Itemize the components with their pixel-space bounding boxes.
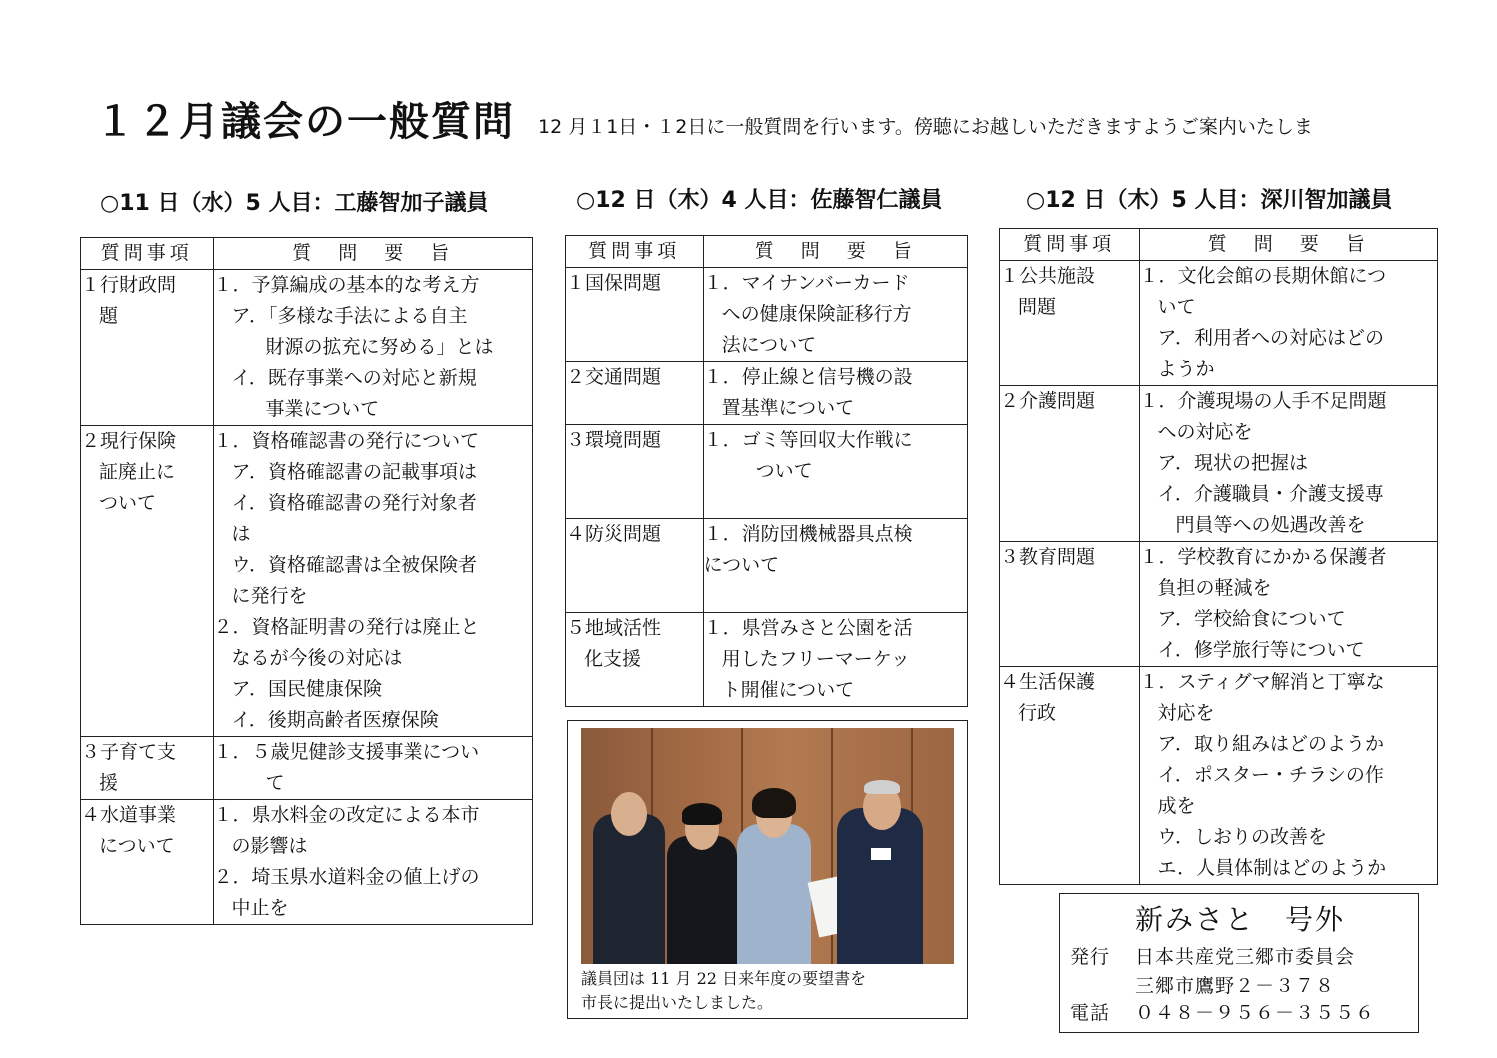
gist-text: ２．資格証明書の発行は廃止と bbox=[213, 616, 480, 638]
topic-cell bbox=[566, 268, 704, 362]
issuer-row bbox=[1070, 942, 1355, 969]
issuer-label: 発行 bbox=[1070, 946, 1111, 968]
gist-text: て bbox=[265, 772, 285, 794]
gist-text: ２．埼玉県水道料金の値上げの bbox=[213, 866, 480, 888]
gist-cell bbox=[1139, 261, 1437, 386]
topic-text: ２現行保険 bbox=[81, 430, 177, 452]
topic-text: ２交通問題 bbox=[566, 366, 662, 388]
gist-cell bbox=[213, 800, 533, 925]
gist-text: 対応を bbox=[1157, 702, 1215, 724]
topic-text: 題 bbox=[99, 305, 119, 327]
page-subtitle: 12 月１1日・１2日に一般質問を行います。傍聴にお越しいただきますようご案内いたしま bbox=[538, 116, 1313, 138]
topic-text: ２介護問題 bbox=[1000, 390, 1096, 412]
header-gist: 質 問 要 旨 bbox=[213, 238, 533, 270]
person-figure bbox=[593, 814, 665, 964]
topic-cell bbox=[1000, 261, 1140, 386]
topic-text: 援 bbox=[99, 772, 119, 794]
table-row bbox=[81, 426, 533, 737]
gist-text: １．スティグマ解消と丁寧な bbox=[1139, 671, 1385, 693]
photo-caption bbox=[581, 967, 866, 1015]
topic-cell bbox=[81, 270, 214, 426]
table-row bbox=[566, 268, 968, 362]
topic-text: １国保問題 bbox=[566, 272, 662, 294]
gist-text bbox=[704, 487, 967, 518]
topic-cell bbox=[566, 425, 704, 519]
gist-text: １．消防団機械器具点検 bbox=[703, 523, 913, 545]
gist-cell bbox=[1139, 542, 1437, 667]
gist-text: １．学校教育にかかる保護者 bbox=[1139, 546, 1387, 568]
gist-text: ア．国民健康保険 bbox=[231, 678, 382, 700]
gist-text: イ．介護職員・介護支援専 bbox=[1157, 483, 1384, 505]
gist-text: なるが今後の対応は bbox=[231, 647, 403, 669]
gist-text: に発行を bbox=[231, 585, 308, 607]
topic-cell bbox=[1000, 667, 1140, 885]
gist-text: への対応を bbox=[1157, 421, 1253, 443]
topic-cell bbox=[81, 426, 214, 737]
table-row bbox=[81, 737, 533, 800]
gist-text: ア．「多様な手法による自主 bbox=[231, 305, 468, 327]
topic-text: ３子育て支 bbox=[81, 741, 177, 763]
topic-text: 証廃止に bbox=[99, 461, 176, 483]
phone-row bbox=[1070, 998, 1375, 1025]
caption-line: 市長に提出いたしました。 bbox=[581, 993, 774, 1012]
gist-cell bbox=[703, 425, 967, 519]
table-row bbox=[1000, 667, 1438, 885]
name-badge bbox=[871, 848, 891, 860]
gist-text: イ．既存事業への対応と新規 bbox=[231, 367, 477, 389]
gist-text: １．ゴミ等回収大作戦に bbox=[703, 429, 913, 451]
gist-text: 財源の拡充に努める」とは bbox=[265, 336, 494, 358]
table-row bbox=[566, 425, 968, 519]
gist-text: ウ．しおりの改善を bbox=[1157, 826, 1328, 848]
topic-cell bbox=[81, 800, 214, 925]
phone-number: ０４８－９５６－３５５６ bbox=[1135, 1002, 1376, 1024]
photo-frame bbox=[567, 720, 968, 1019]
table-row bbox=[566, 613, 968, 707]
publication-name: 新みさと 号外 bbox=[1135, 903, 1346, 936]
phone-label: 電話 bbox=[1070, 1002, 1111, 1024]
topic-text: について bbox=[99, 835, 175, 857]
gist-cell bbox=[703, 613, 967, 707]
gist-text: １．停止線と信号機の設 bbox=[703, 366, 913, 388]
gist-text: １．資格確認書の発行について bbox=[213, 430, 480, 452]
publisher-box bbox=[1059, 893, 1419, 1033]
gist-text: ア．取り組みはどのようか bbox=[1157, 733, 1385, 755]
header-topic: 質問事項 bbox=[1000, 229, 1140, 261]
header-topic: 質問事項 bbox=[566, 236, 704, 268]
gist-text: の影響は bbox=[231, 835, 308, 857]
table-row bbox=[566, 362, 968, 425]
topic-text: ５地域活性 bbox=[566, 617, 662, 639]
question-table-fukagawa bbox=[999, 228, 1438, 885]
gist-text: ウ．資格確認書は全被保険者 bbox=[231, 554, 477, 576]
topic-text: 化支援 bbox=[584, 648, 642, 670]
gist-text: １．マイナンバーカード bbox=[703, 272, 910, 294]
gist-text: 法について bbox=[721, 334, 817, 356]
table-row bbox=[1000, 261, 1438, 386]
gist-cell bbox=[213, 426, 533, 737]
topic-text: 行政 bbox=[1018, 702, 1057, 724]
day-heading-kudo: ○11 日（水）5 人目：工藤智加子議員 bbox=[100, 191, 489, 216]
address: 三郷市鷹野２－３７８ bbox=[1135, 975, 1336, 997]
topic-cell bbox=[81, 737, 214, 800]
day-heading-fukagawa: ○12 日（木）5 人目：深川智加議員 bbox=[1026, 188, 1393, 213]
gist-text bbox=[704, 581, 967, 612]
gist-text: 成を bbox=[1157, 795, 1196, 817]
gist-text: は bbox=[231, 523, 251, 545]
gist-text: イ．後期高齢者医療保険 bbox=[231, 709, 439, 731]
gist-text: エ．人員体制はどのようか bbox=[1157, 857, 1387, 879]
gist-text: いて bbox=[1157, 296, 1196, 318]
gist-text: １．介護現場の人手不足問題 bbox=[1139, 390, 1387, 412]
gist-text: について bbox=[703, 554, 780, 576]
header-gist: 質 問 要 旨 bbox=[703, 236, 967, 268]
gist-text: への健康保険証移行方 bbox=[721, 303, 912, 325]
topic-text: 問題 bbox=[1018, 296, 1057, 318]
table-row bbox=[81, 800, 533, 925]
gist-text: イ．修学旅行等について bbox=[1157, 639, 1365, 661]
topic-text: ４水道事業 bbox=[81, 804, 177, 826]
gist-text: 置基準について bbox=[721, 397, 855, 419]
topic-cell bbox=[566, 519, 704, 613]
topic-cell bbox=[1000, 542, 1140, 667]
gist-cell bbox=[1139, 386, 1437, 542]
topic-text: ３教育問題 bbox=[1000, 546, 1096, 568]
group-photo bbox=[581, 728, 954, 964]
topic-text: ３環境問題 bbox=[566, 429, 662, 451]
topic-text: ４防災問題 bbox=[566, 523, 662, 545]
gist-text: ア．現状の把握は bbox=[1157, 452, 1309, 474]
table-row bbox=[1000, 386, 1438, 542]
gist-text: ア．利用者への対応はどの bbox=[1157, 327, 1385, 349]
gist-text: 用したフリーマーケッ bbox=[721, 648, 910, 670]
topic-text: ４生活保護 bbox=[1000, 671, 1096, 693]
person-figure bbox=[667, 836, 737, 964]
gist-cell bbox=[213, 270, 533, 426]
header-topic: 質問事項 bbox=[81, 238, 214, 270]
gist-text: ト開催について bbox=[721, 679, 855, 701]
table-row bbox=[1000, 542, 1438, 667]
person-figure bbox=[737, 824, 811, 964]
gist-text: ようか bbox=[1157, 358, 1215, 380]
topic-text: ついて bbox=[99, 492, 157, 514]
gist-text: １．県水料金の改定による本市 bbox=[213, 804, 480, 826]
gist-text: 事業について bbox=[265, 398, 380, 420]
table-header-row bbox=[81, 238, 533, 270]
topic-cell bbox=[1000, 386, 1140, 542]
gist-text: イ．ポスター・チラシの作 bbox=[1157, 764, 1384, 786]
gist-text: １．県営みさと公園を活 bbox=[703, 617, 913, 639]
gist-text: ア．学校給食について bbox=[1157, 608, 1346, 630]
gist-text: ついて bbox=[755, 460, 813, 482]
address-row bbox=[1070, 971, 1335, 998]
table-header-row bbox=[566, 236, 968, 268]
page-title: １２月議会の一般質問 bbox=[95, 99, 515, 145]
gist-text: 門員等への処遇改善を bbox=[1175, 514, 1366, 536]
table-row bbox=[81, 270, 533, 426]
table-header-row bbox=[1000, 229, 1438, 261]
header-gist: 質 問 要 旨 bbox=[1139, 229, 1437, 261]
gist-cell bbox=[703, 362, 967, 425]
gist-text: イ．資格確認書の発行対象者 bbox=[231, 492, 477, 514]
gist-text: ア．資格確認書の記載事項は bbox=[231, 461, 477, 483]
gist-cell bbox=[703, 519, 967, 613]
topic-cell bbox=[566, 362, 704, 425]
gist-cell bbox=[1139, 667, 1437, 885]
day-heading-sato: ○12 日（木）4 人目：佐藤智仁議員 bbox=[576, 188, 943, 213]
person-figure bbox=[837, 808, 923, 964]
issuer-name: 日本共産党三郷市委員会 bbox=[1135, 946, 1356, 968]
gist-text: １．５歳児健診支援事業につい bbox=[213, 741, 480, 763]
table-row bbox=[566, 519, 968, 613]
gist-cell bbox=[213, 737, 533, 800]
gist-text: 中止を bbox=[231, 897, 289, 919]
gist-text: 負担の軽減を bbox=[1157, 577, 1272, 599]
gist-cell bbox=[703, 268, 967, 362]
caption-line: 議員団は 11 月 22 日来年度の要望書を bbox=[581, 969, 867, 988]
topic-text: １行財政問 bbox=[81, 274, 177, 296]
question-table-sato bbox=[565, 235, 968, 707]
topic-text: １公共施設 bbox=[1000, 265, 1096, 287]
topic-cell bbox=[566, 613, 704, 707]
gist-text: １．予算編成の基本的な考え方 bbox=[213, 274, 480, 296]
gist-text: １．文化会館の長期休館につ bbox=[1139, 265, 1387, 287]
question-table-kudo bbox=[80, 237, 533, 925]
